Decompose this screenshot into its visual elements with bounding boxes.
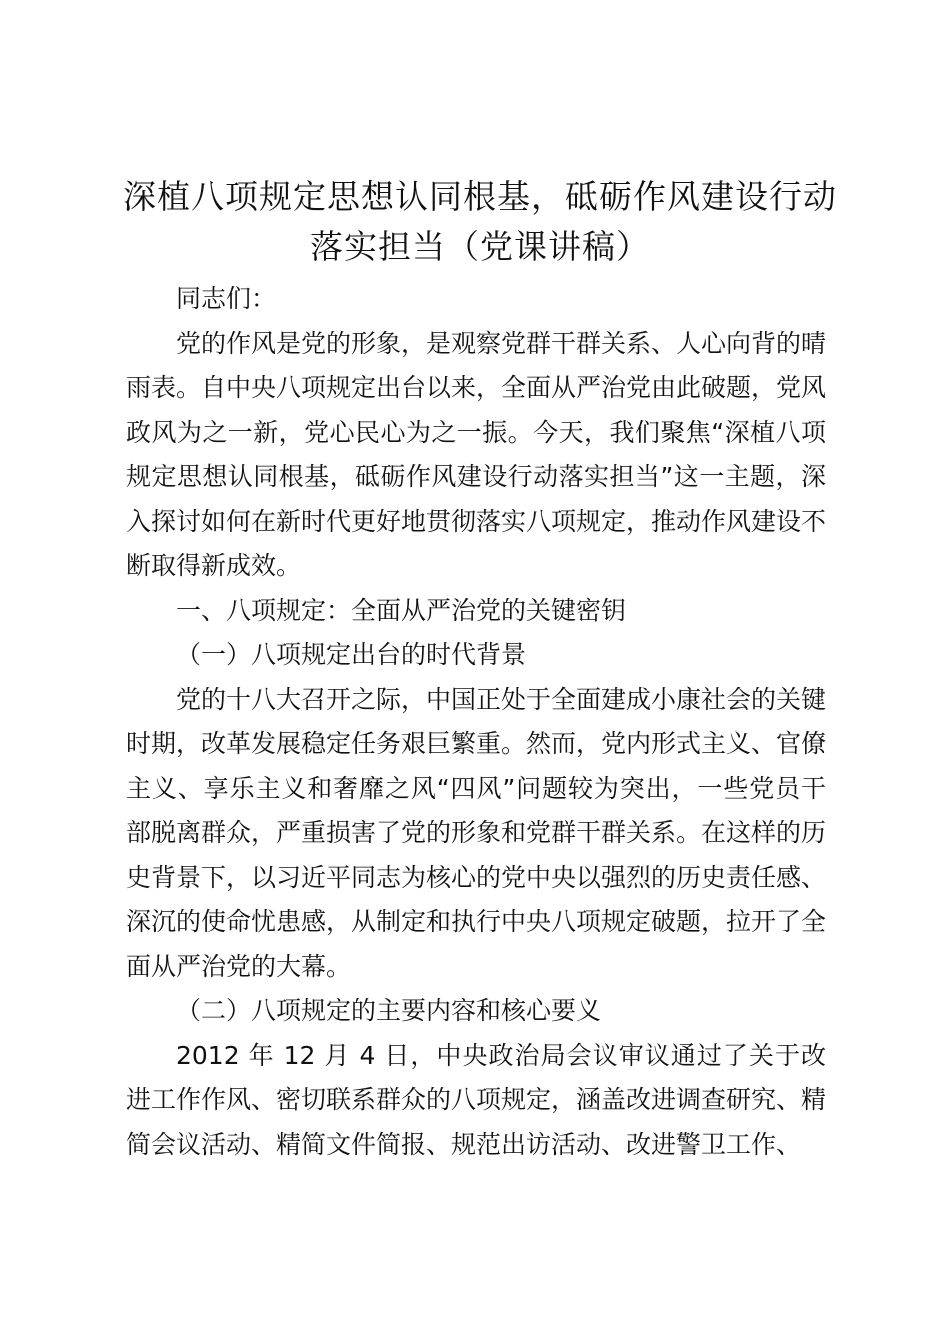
section-heading-1: 一、八项规定：全面从严治党的关键密钥 xyxy=(176,595,627,625)
paragraph-background: 党的十八大召开之际，中国正处于全面建成小康社会的关键时期，改革发展稳定任务艰巨繁重。然而，党内形式主义、官僚主义、享乐主义和奢靡之风“四风”问题较为突出，一些党员干部脱离群众，严重损害了党的形象和党群干群关系。在这样的历史背景下，以习近平同志为核心的党中央以强烈的历史责任感、深沉的使命忧患感，从制定和执行中央八项规定破题，拉开了全面从严治党的大幕。 xyxy=(126,684,827,981)
document-body xyxy=(126,277,826,1167)
subsection-heading-2: （二）八项规定的主要内容和核心要义 xyxy=(176,996,602,1025)
paragraph-intro: 党的作风是党的形象，是观察党群干群关系、人心向背的晴雨表。自中央八项规定出台以来，全面从严治党由此破题，党风政风为之一新，党心民心为之一振。今天，我们聚焦“深植八项规定思想认同根基，砥砺作风建设行动落实担当”这一主题，深入探讨如何在新时代更好地贯彻落实八项规定，推动作风建设不断取得新成效。 xyxy=(126,328,827,580)
paragraph-content: 2012 年 12 月 4 日，中央政治局会议审议通过了关于改进工作作风、密切联系群众的八项规定，涵盖改进调查研究、精简会议活动、精简文件简报、规范出访活动、改进警卫工作、 xyxy=(126,1040,827,1159)
salutation: 同志们： xyxy=(176,284,277,313)
document-title: 深植八项规定思想认同根基，砥砺作风建设行动落实担当（党课讲稿） xyxy=(123,177,837,266)
subsection-heading-1: （一）八项规定出台的时代背景 xyxy=(176,640,527,669)
